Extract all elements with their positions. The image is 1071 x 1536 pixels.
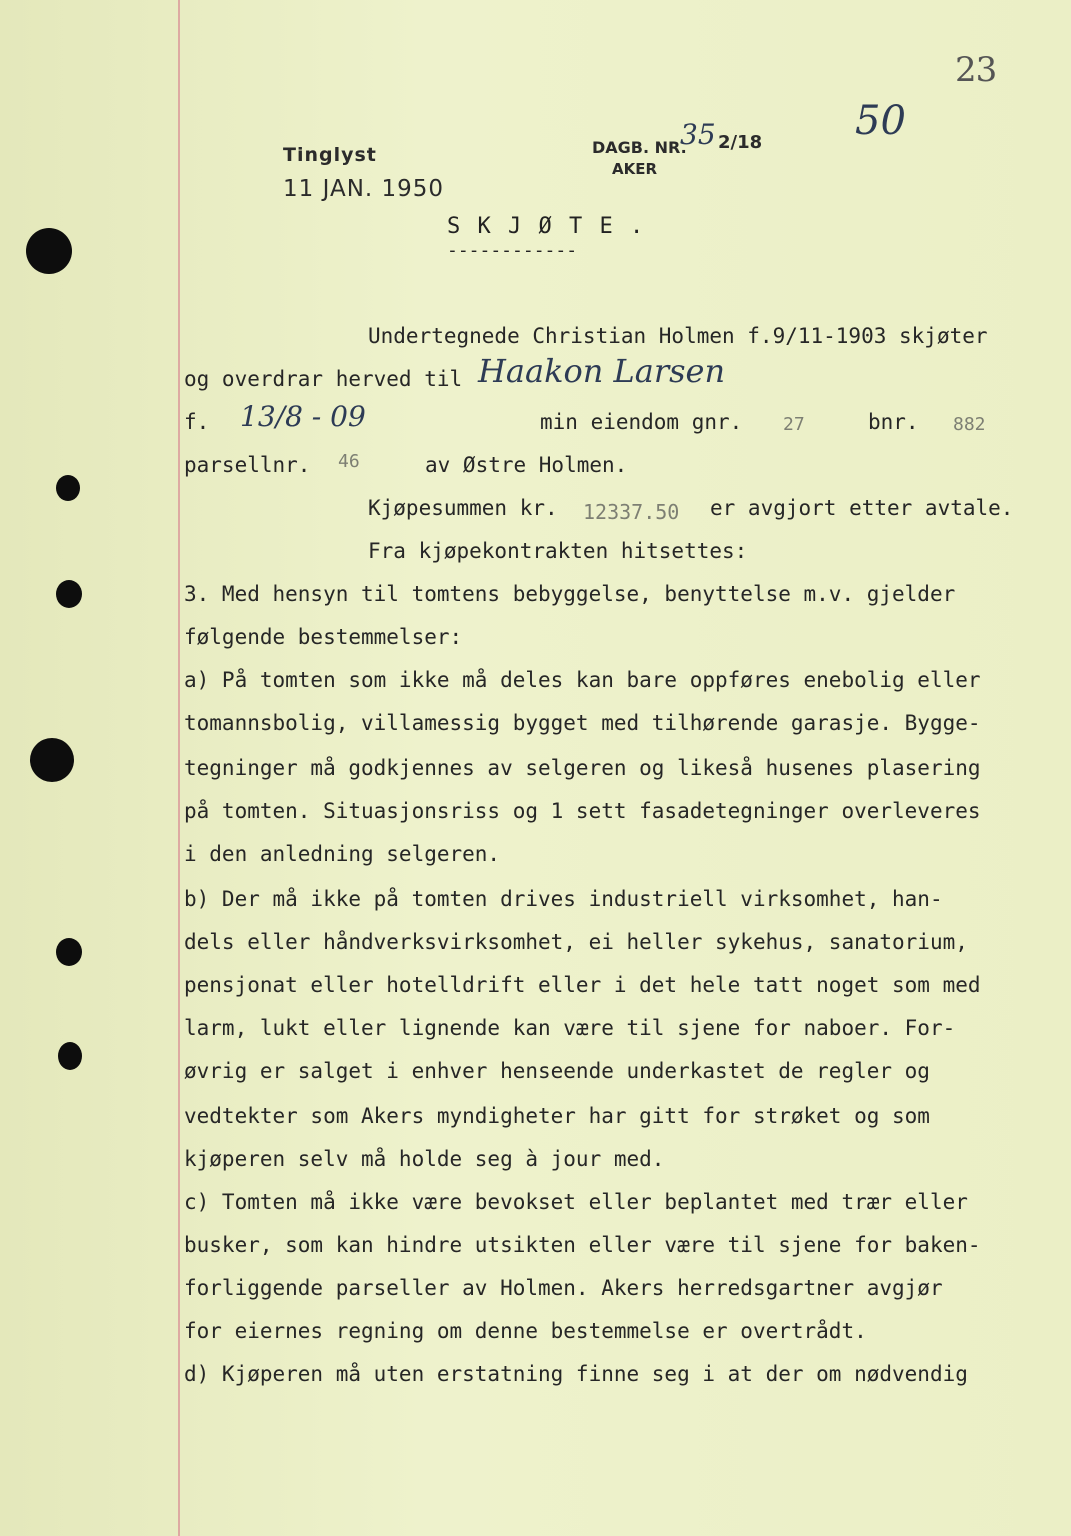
- journal-number-handwritten: 35: [680, 118, 716, 151]
- margin-line: [178, 0, 180, 1536]
- text-line: tegninger må godkjennes av selgeren og likeså husenes plasering: [184, 756, 981, 780]
- document-title: S K J Ø T E .: [447, 214, 646, 239]
- text-line: Undertegnede Christian Holmen f.9/11-1903 skjøter: [368, 324, 988, 348]
- punch-hole: [56, 475, 80, 501]
- text-line: a) På tomten som ikke må deles kan bare oppføres enebolig eller: [184, 668, 981, 692]
- text-line: følgende bestemmelser:: [184, 625, 463, 649]
- stamp-date: 11 JAN. 1950: [283, 176, 445, 202]
- journal-year-handwritten: 50: [855, 98, 906, 144]
- title-underline: ------------: [447, 240, 578, 261]
- text-line: pensjonat eller hotelldrift eller i det hele tatt noget som med: [184, 973, 981, 997]
- text-line: er avgjort etter avtale.: [710, 496, 1014, 520]
- journal-district: AKER: [612, 160, 658, 178]
- text-line: Fra kjøpekontrakten hitsettes:: [368, 539, 748, 563]
- text-line: min eiendom gnr.: [540, 410, 743, 434]
- text-line: 3. Med hensyn til tomtens bebyggelse, benyttelse m.v. gjelder: [184, 582, 956, 606]
- text-line: bnr.: [868, 410, 919, 434]
- text-line: tomannsbolig, villamessig bygget med tilhørende garasje. Bygge-: [184, 711, 981, 735]
- text-line: c) Tomten må ikke være bevokset eller beplantet med trær eller: [184, 1190, 968, 1214]
- text-line: vedtekter som Akers myndigheter har gitt for strøket og som: [184, 1104, 930, 1128]
- bnr-value: 882: [953, 414, 986, 435]
- text-line: og overdrar herved til: [184, 367, 463, 391]
- text-line: f.: [184, 410, 210, 434]
- text-line: i den anledning selgeren.: [184, 842, 501, 866]
- text-line: dels eller håndverksvirksomhet, ei heller sykehus, sanatorium,: [184, 930, 968, 954]
- buyer-birth-date: 13/8 - 09: [240, 400, 366, 433]
- text-line: busker, som kan hindre utsikten eller være til sjene for baken-: [184, 1233, 981, 1257]
- text-line: på tomten. Situasjonsriss og 1 sett fasadetegninger overleveres: [184, 799, 981, 823]
- buyer-name: Haakon Larsen: [478, 352, 726, 390]
- punch-hole: [26, 228, 72, 274]
- journal-year-suffix: 2/18: [718, 132, 763, 153]
- stamp-label: Tinglyst: [283, 144, 377, 166]
- text-line: øvrig er salget i enhver henseende underkastet de regler og: [184, 1059, 930, 1083]
- punch-hole: [56, 580, 82, 608]
- punch-hole: [30, 738, 74, 782]
- text-line: d) Kjøperen må uten erstatning finne seg i at der om nødvendig: [184, 1362, 968, 1386]
- punch-hole: [56, 938, 82, 966]
- text-line: larm, lukt eller lignende kan være til sjene for naboer. For-: [184, 1016, 956, 1040]
- text-line: forliggende parseller av Holmen. Akers herredsgartner avgjør: [184, 1276, 943, 1300]
- text-line: parsellnr.: [184, 453, 311, 477]
- parsellnr-value: 46: [338, 451, 360, 472]
- text-line: Kjøpesummen kr.: [368, 496, 558, 520]
- page-number: 23: [955, 50, 997, 90]
- gnr-value: 27: [783, 414, 805, 435]
- text-line: b) Der må ikke på tomten drives industriell virksomhet, han-: [184, 887, 943, 911]
- journal-number-label: DAGB. NR.: [592, 138, 687, 157]
- text-line: av Østre Holmen.: [425, 453, 628, 477]
- punch-hole: [58, 1042, 82, 1070]
- purchase-price-value: 12337.50: [583, 500, 680, 524]
- text-line: kjøperen selv må holde seg à jour med.: [184, 1147, 665, 1171]
- text-line: for eiernes regning om denne bestemmelse er overtrådt.: [184, 1319, 867, 1343]
